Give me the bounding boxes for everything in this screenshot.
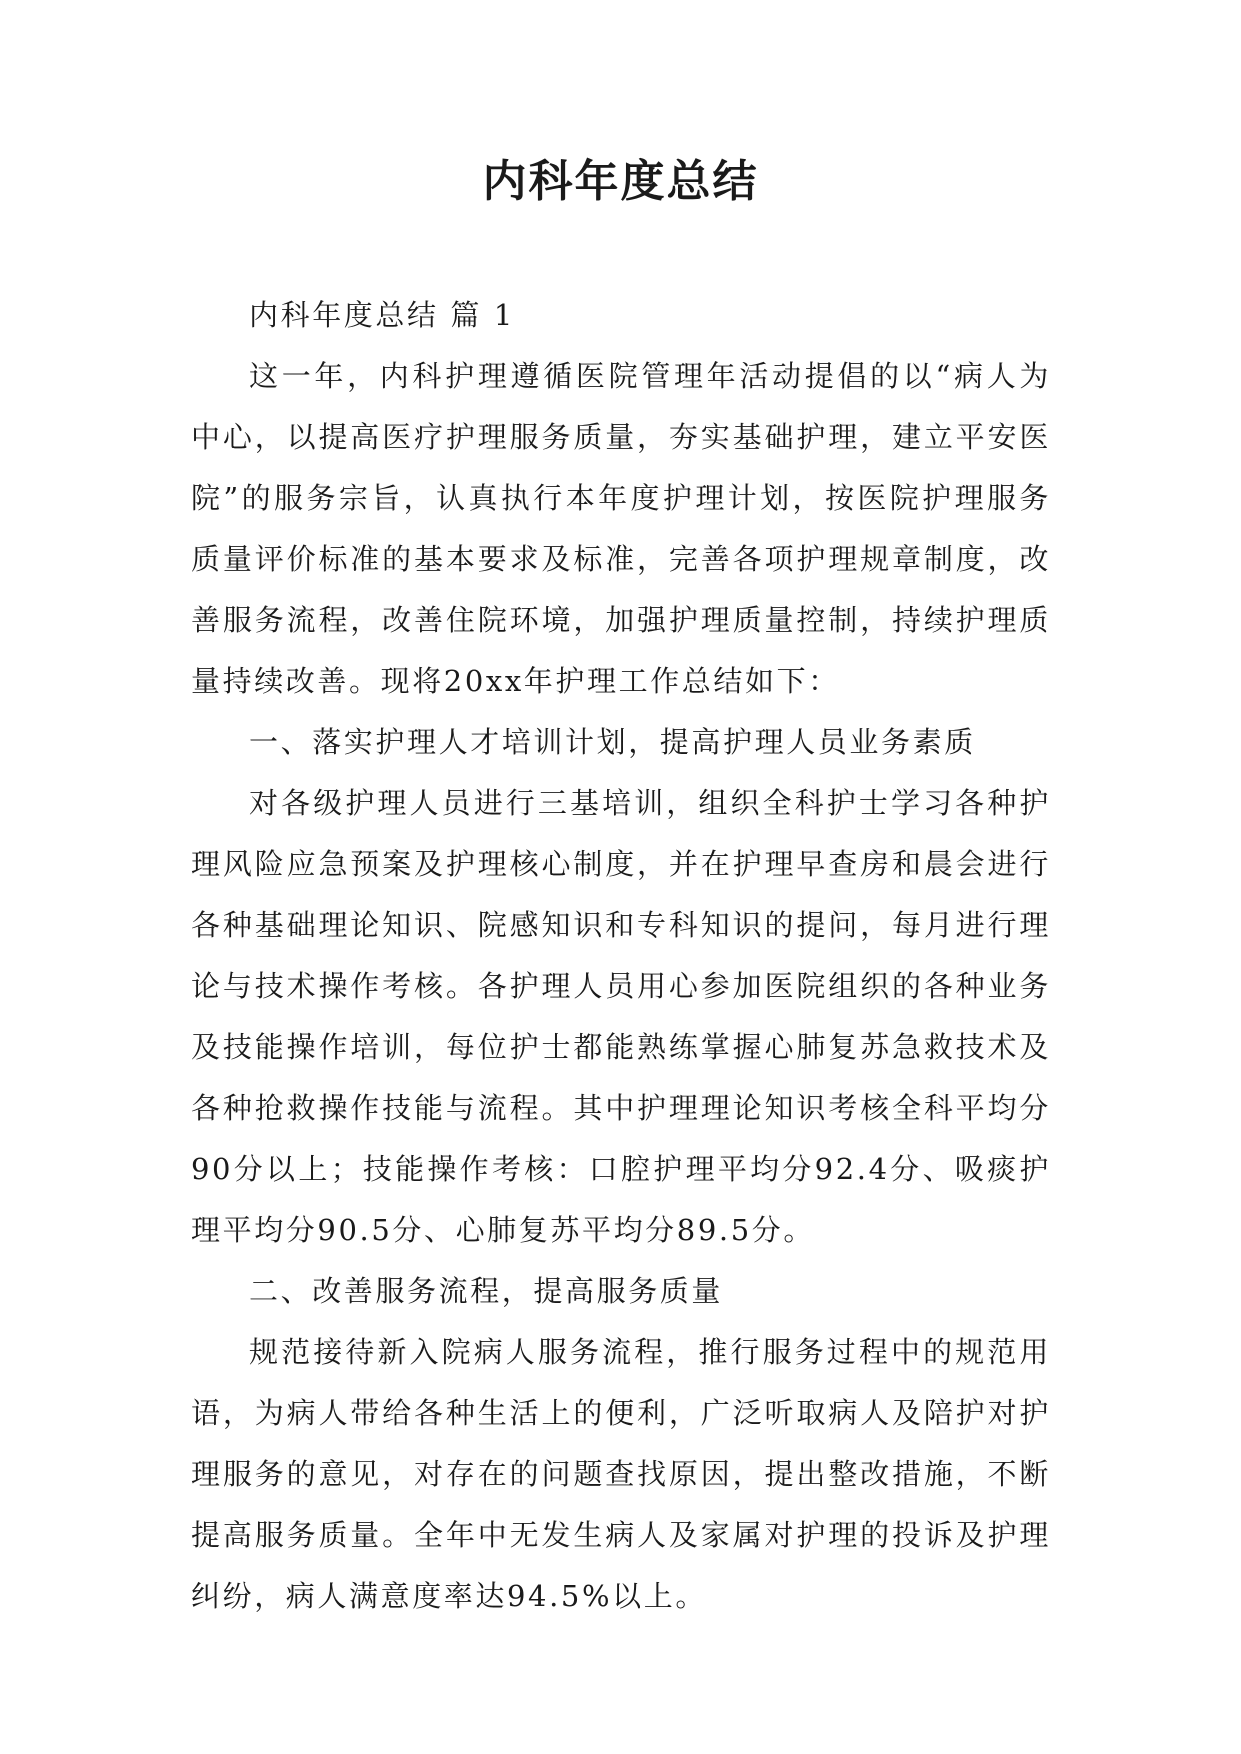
section-heading: 二、改善服务流程，提高服务质量 — [249, 1274, 724, 1308]
paragraph: 对各级护理人员进行三基培训，组织全科护士学习各种护理风险应急预案及护理核心制度，并在护理早查房和晨会进行各种基础理论知识、院感知识和专科知识的提问，每月进行理论与技术操作考核。各护理人员用心参加医院组织的各种业务及技能操作培训，每位护士都能熟练掌握心肺复苏急救技术及各种抢救操作技能与流程。其中护理理论知识考核全科平均分90分以上；技能操作考核：口腔护理平均分92.4分、吸痰护理平均分90.5分、心肺复苏平均分89.5分。 — [191, 786, 1051, 1247]
section-label: 内科年度总结 篇 1 — [249, 298, 515, 332]
document-title: 内科年度总结 — [482, 156, 759, 207]
document-body — [191, 285, 1051, 1627]
section-heading: 一、落实护理人才培训计划，提高护理人员业务素质 — [249, 725, 976, 759]
paragraph: 这一年，内科护理遵循医院管理年活动提倡的以“病人为中心，以提高医疗护理服务质量，夯实基础护理，建立平安医院”的服务宗旨，认真执行本年度护理计划，按医院护理服务质量评价标准的基本要求及标准，完善各项护理规章制度，改善服务流程，改善住院环境，加强护理质量控制，持续护理质量持续改善。现将20xx年护理工作总结如下： — [191, 359, 1051, 698]
paragraph: 规范接待新入院病人服务流程，推行服务过程中的规范用语，为病人带给各种生活上的便利，广泛听取病人及陪护对护理服务的意见，对存在的问题查找原因，提出整改措施，不断提高服务质量。全年中无发生病人及家属对护理的投诉及护理纠纷，病人满意度率达94.5%以上。 — [191, 1335, 1051, 1613]
